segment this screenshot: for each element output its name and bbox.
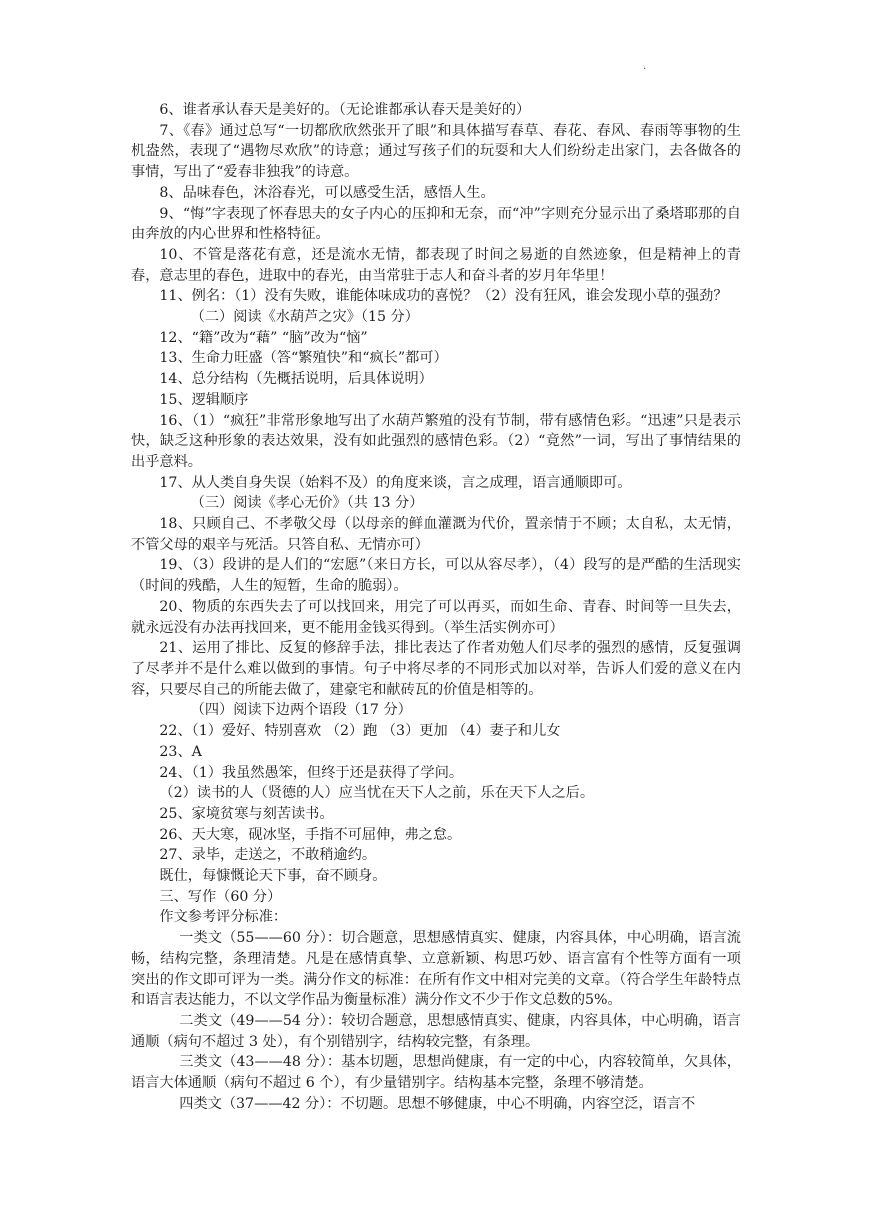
answer-24-1: 24、（1）我虽然愚笨，但终于还是获得了学问。 [159, 764, 464, 781]
answer-7: 7、《春》通过总写“一切都欣欣然张开了眼”和具体描写春草、春花、春风、春雨等事物的生机盎然，表现了“遇物尽欢欣”的诗意；通过写孩子们的玩耍和大人们纷纷走出家门，去各做各的事情，写出了“爱春非独我”的诗意。 [131, 122, 741, 181]
answer-13: 13、生命力旺盛（答“繁殖快”和“疯长”都可） [159, 350, 448, 367]
answer-9: 9、“悔”字表现了怀春思夫的女子内心的压抑和无奈，而“冲”字则充分显示出了桑塔耶那的自由奔放的内心世界和性格特征。 [131, 205, 741, 243]
answer-10: 10、不管是落花有意，还是流水无情，都表现了时间之易逝的自然迹象，但是精神上的青春，意志里的春色，进取中的春光，由当常驻于志人和奋斗者的岁月年华里！ [131, 246, 741, 284]
answer-16: 16、（1）“疯狂”非常形象地写出了水葫芦繁殖的没有节制，带有感情色彩。“迅速”只是表示快，缺乏这种形象的表达效果，没有如此强烈的感情色彩。（2）“竟然”一词，写出了事情结果的出乎意料。 [131, 412, 741, 470]
section-heading-4: （四）阅读下边两个语段（17 分） [190, 702, 412, 719]
answer-6: 6、谁者承认春天是美好的。（无论谁都承认春天是美好的） [159, 102, 531, 118]
answer-15: 15、逻辑顺序 [159, 391, 249, 408]
answer-26: 26、天大寒，砚冰坚，手指不可屈伸，弗之怠。 [159, 826, 462, 843]
answer-key-body [131, 100, 741, 1114]
answer-23: 23、A [159, 743, 202, 760]
answer-14: 14、总分结构（先概括说明，后具体说明） [159, 371, 433, 388]
section-heading-writing: 三、写作（60 分） [159, 888, 282, 905]
answer-12: 12、“籍”改为“藉” “脑”改为“恼” [159, 329, 368, 346]
answer-19: 19、（3）段讲的是人们的“宏愿”（来日方长，可以从容尽孝），（4）段写的是严酷的生活现实（时间的残酷，人生的短暂，生命的脆弱）。 [131, 557, 741, 595]
grade-level-2: 二类文（49——54 分）：较切合题意，思想感情真实、健康，内容具体，中心明确，语言通顺（病句不超过 3 处），有个别错别字，结构较完整，有条理。 [131, 1012, 741, 1050]
answer-21: 21、运用了排比、反复的修辞手法，排比表达了作者劝勉人们尽孝的强烈的感情，反复强调了尽孝并不是什么难以做到的事情。句子中将尽孝的不同形式加以对举，告诉人们爱的意义在内容，只要尽自己的所能去做了，建豪宅和献砖瓦的价值是相等的。 [131, 640, 741, 698]
grading-criteria-title: 作文参考评分标准： [159, 909, 288, 926]
answer-24-2: （2）读书的人（贤德的人）应当忧在天下人之前，乐在天下人之后。 [159, 785, 595, 802]
section-heading-2: （二）阅读《水葫芦之灾》（15 分） [190, 309, 419, 326]
answer-27-2: 既仕，每慷慨论天下事，奋不顾身。 [159, 868, 387, 885]
section-heading-3: （三）阅读《孝心无价》（共 13 分） [190, 495, 424, 512]
answer-11: 11、例名：（1）没有失败，谁能体味成功的喜悦？（2）没有狂风，谁会发现小草的强劲？ [159, 288, 728, 305]
answer-25: 25、家境贫寒与刻苦读书。 [159, 805, 334, 822]
answer-18: 18、只顾自己、不孝敬父母（以母亲的鲜血灌溉为代价，置亲情于不顾；太自私，太无情，不管父母的艰辛与死活。只答自私、无情亦可） [131, 516, 741, 553]
answer-27-1: 27、录毕，走送之，不敢稍逾约。 [159, 847, 377, 864]
answer-20: 20、物质的东西失去了可以找回来，用完了可以再买，而如生命、青春、时间等一旦失去，就永远没有办法再找回来，更不能用金钱买得到。（举生活实例亦可） [131, 598, 741, 636]
answer-17: 17、从人类自身失误（始料不及）的角度来谈，言之成理，语言通顺即可。 [159, 474, 632, 491]
grade-level-1: 一类文（55——60 分）：切合题意，思想感情真实、健康，内容具体，中心明确，语言流畅，结构完整，条理清楚。凡是在感情真挚、立意新颖、构思巧妙、语言富有个性等方面有一项突出的作文即可评为一类。满分作文的标准：在所有作文中相对完美的文章。（符合学生年龄特点和语言表达能力，不以文学作品为衡量标准）满分作文不少于作文总数的5%。 [131, 930, 741, 1009]
answer-22: 22、（1）爱好、特别喜欢 （2）跑 （3）更加 （4）妻子和儿女 [159, 723, 561, 740]
grade-level-4: 四类文（37——42 分）：不切题。思想不够健康，中心不明确，内容空泛，语言不 [179, 1095, 696, 1112]
answer-8: 8、品味春色，沐浴春光，可以感受生活，感悟人生。 [159, 184, 495, 201]
grade-level-3: 三类文（43——48 分）：基本切题，思想尚健康，有一定的中心，内容较简单，欠具体，语言大体通顺（病句不超过 6 个），有少量错别字。结构基本完整，条理不够清楚。 [131, 1054, 741, 1092]
header-mark: · [643, 64, 647, 75]
